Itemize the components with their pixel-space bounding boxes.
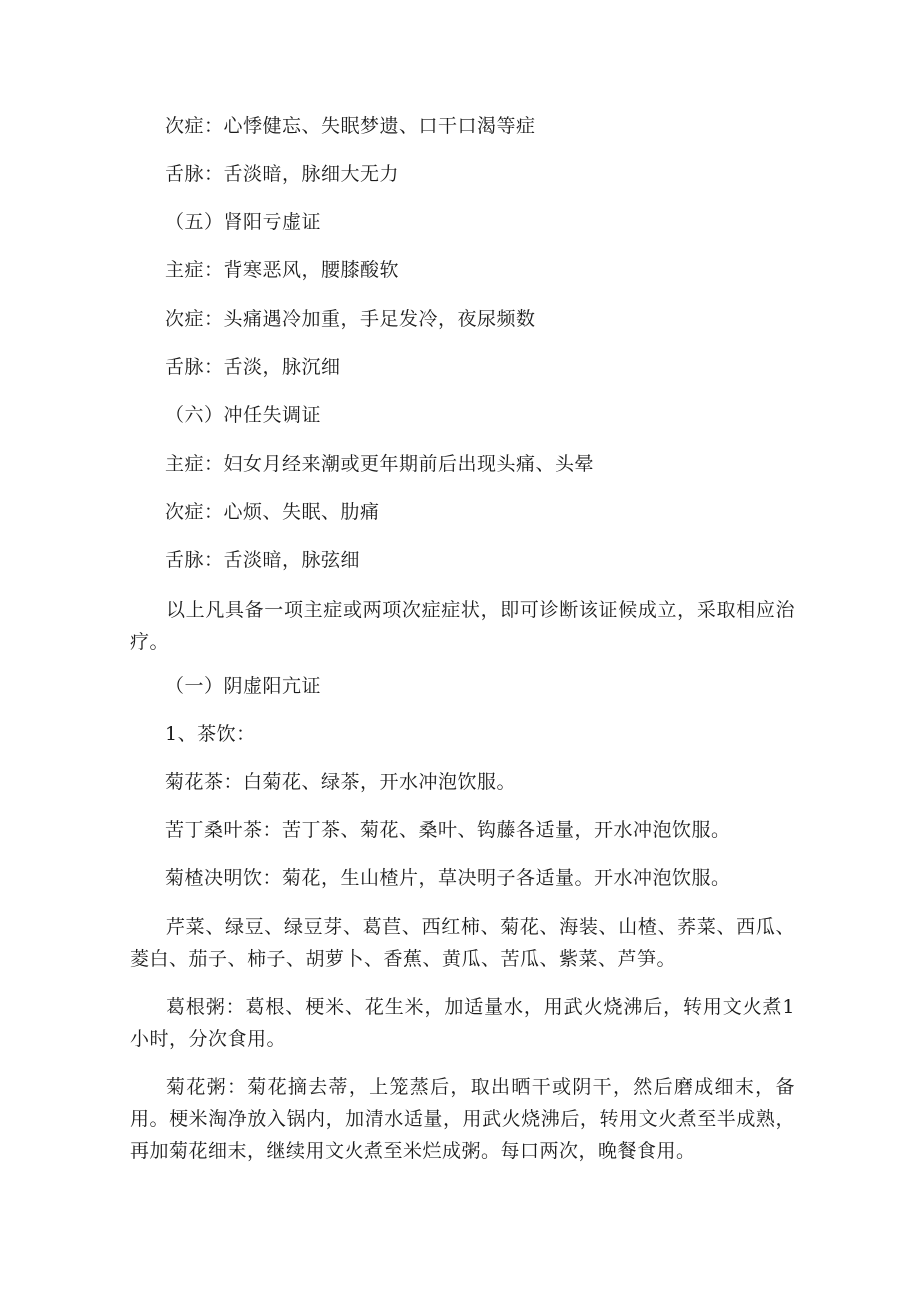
tea-item: 苦丁桑叶茶：苦丁茶、菊花、桑叶、钩藤各适量，开水冲泡饮服。 [165, 819, 731, 841]
text-line: 舌脉：舌淡，脉沉细 [165, 356, 341, 378]
foods-paragraph: 芹菜、绿豆、绿豆芽、葛苣、西红柿、菊花、海装、山楂、荞菜、西瓜、菱白、茄子、柿子、胡萝卜、香蕉、黄瓜、苦瓜、紫菜、芦笋。 [130, 916, 795, 970]
text-line: 主症：妇女月经来潮或更年期前后出现头痛、头晕 [165, 453, 595, 475]
text-line: 主症：背寒恶风，腰膝酸软 [165, 259, 400, 281]
section-heading: （五）肾阳亏虚证 [165, 211, 322, 233]
section-heading: （六）冲任失调证 [165, 404, 322, 426]
section-heading: （一）阴虚阳亢证 [165, 675, 322, 697]
tea-item: 菊花茶：白菊花、绿茶，开水冲泡饮服。 [165, 771, 517, 793]
tea-item: 菊楂决明饮：菊花，生山楂片，草决明子各适量。开水冲泡饮服。 [165, 867, 731, 889]
text-line: 次症：头痛遇冷加重，手足发冷，夜尿频数 [165, 308, 536, 330]
subsection-heading: 1、茶饮： [165, 723, 256, 745]
text-line: 次症：心烦、失眠、肋痛 [165, 501, 380, 523]
text-line: 舌脉：舌淡暗，脉弦细 [165, 549, 361, 571]
text-line: 舌脉：舌淡暗，脉细大无力 [165, 163, 400, 185]
text-line: 次症：心悸健忘、失眠梦遗、口干口渴等症 [165, 115, 536, 137]
gegen-porridge-paragraph: 葛根粥：葛根、梗米、花生米，加适量水，用武火烧沸后，转用文火煮1小时，分次食用。 [130, 996, 795, 1050]
juhua-porridge-paragraph: 菊花粥：菊花摘去蒂，上笼蒸后，取出晒干或阴干，然后磨成细末，备用。梗米淘净放入锅内，加清水适量，用武火烧沸后，转用文火煮至半成熟，再加菊花细末，继续用文火煮至米烂成粥。每口两次，晚餐食用。 [130, 1076, 795, 1162]
diagnosis-paragraph: 以上凡具备一项主症或两项次症症状，即可诊断该证候成立，采取相应治疗。 [130, 599, 795, 653]
